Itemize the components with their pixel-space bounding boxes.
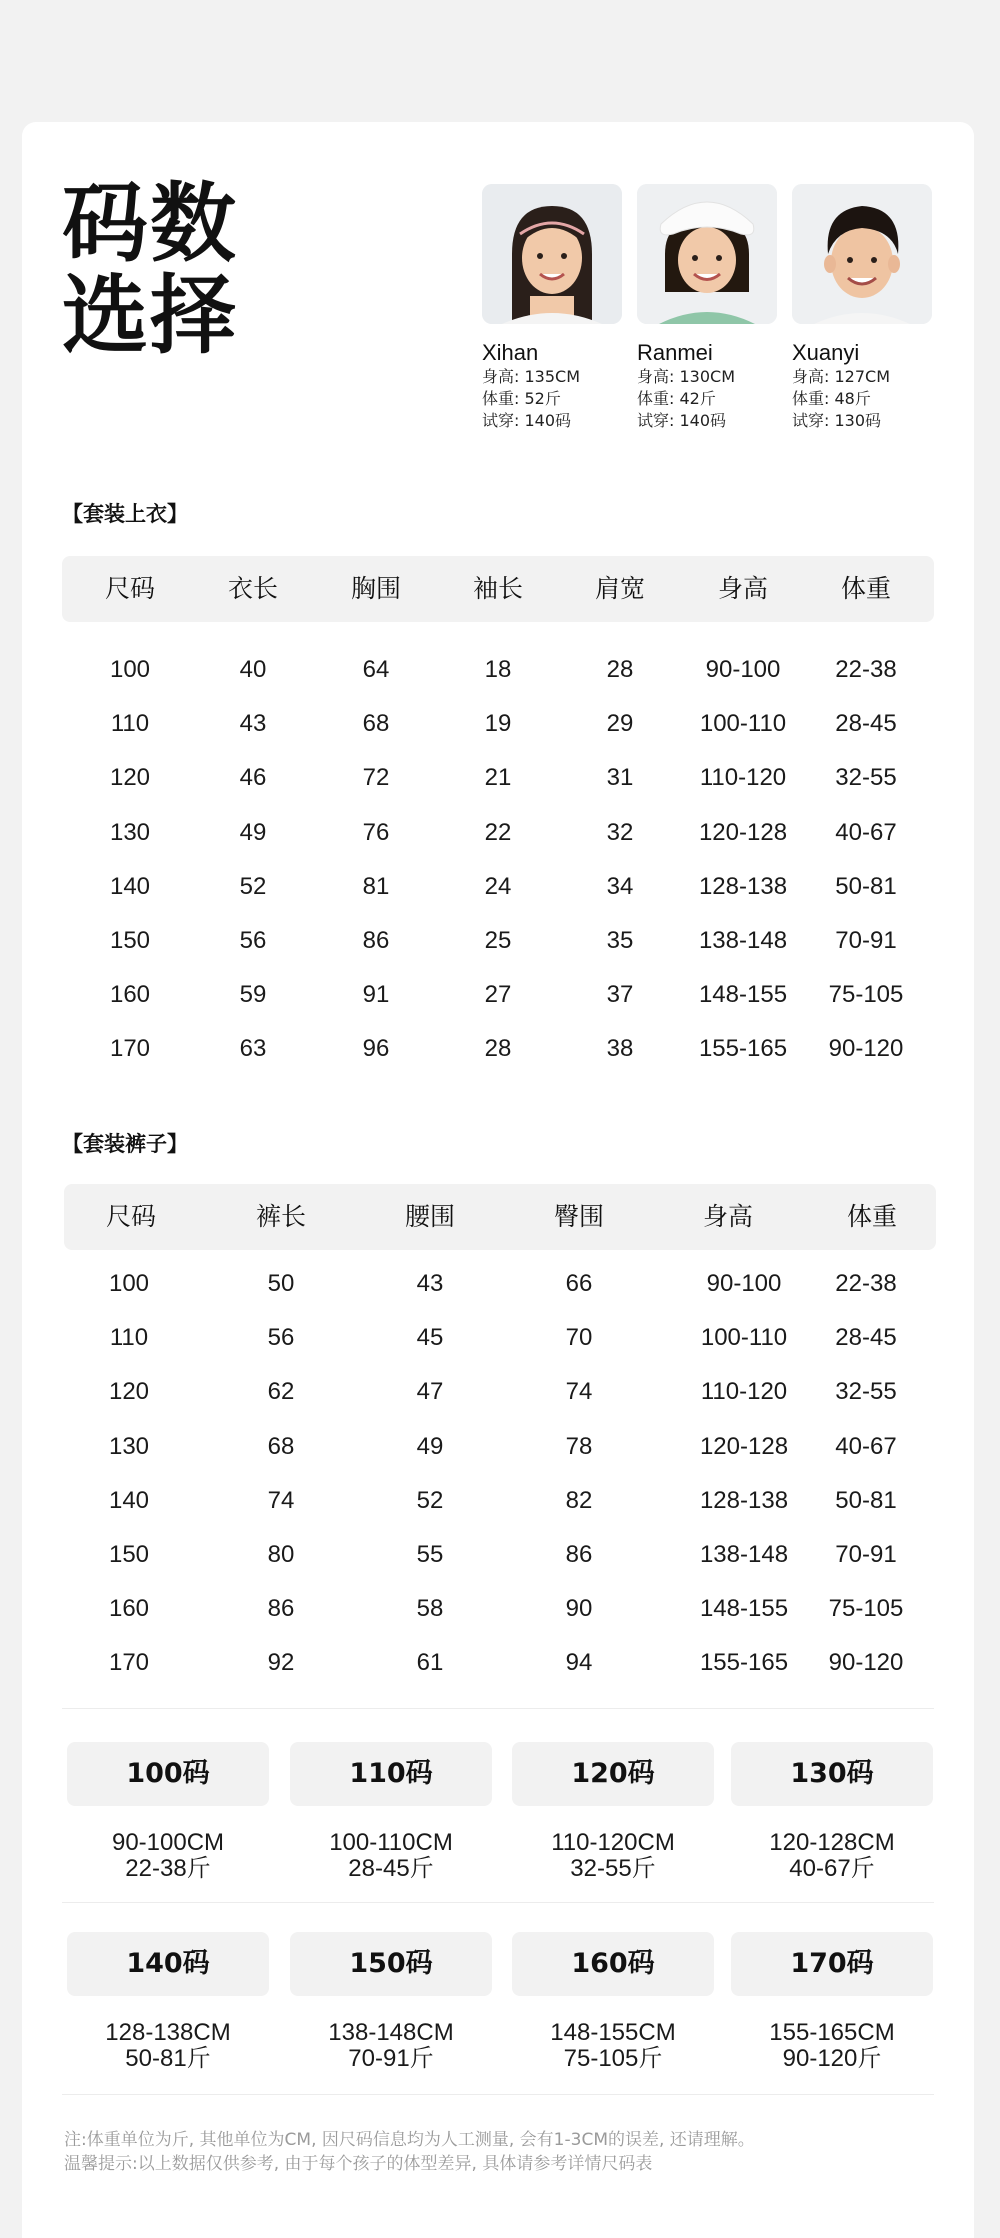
table-cell: 22 (484, 818, 512, 846)
table-cell: 43 (239, 710, 267, 738)
table-cell: 22-38 (835, 1270, 897, 1297)
size-guide-card (22, 122, 974, 2238)
table-cell: 22-38 (835, 656, 897, 683)
size-weight-range: 90-120斤 (782, 2045, 882, 2072)
table-cell: 21 (484, 764, 512, 792)
table-cell: 40 (239, 656, 267, 683)
divider (62, 1708, 934, 1709)
size-chip: 100码 (67, 1742, 269, 1806)
table-row (64, 1474, 936, 1528)
table-cell: 49 (239, 818, 267, 846)
table-cell: 35 (606, 927, 634, 954)
girl-portrait-icon (482, 184, 622, 324)
table-cell: 90-120 (828, 1035, 904, 1063)
table-cell: 28-45 (835, 1324, 897, 1352)
table-cell: 155-165 (698, 1035, 788, 1063)
table-cell: 150 (108, 1541, 150, 1568)
model-card-ranmei (637, 184, 779, 432)
pants-table-label: 【套装裤子】 (62, 1132, 188, 1156)
table-cell: 86 (362, 927, 390, 954)
table-cell: 148-155 (699, 1595, 789, 1623)
table-cell: 100 (108, 1270, 150, 1297)
table-cell: 55 (416, 1541, 444, 1568)
top-table-label: 【套装上衣】 (62, 502, 188, 526)
table-cell: 110-120 (700, 1378, 788, 1406)
table-cell: 52 (416, 1486, 444, 1514)
table-row (64, 1528, 936, 1582)
table-cell: 75-105 (828, 1595, 904, 1623)
model-card-xihan (482, 184, 624, 432)
size-chip: 160码 (512, 1932, 714, 1996)
size-height-range: 128-138CM (105, 2019, 231, 2046)
header-waist: 腰围 (404, 1202, 456, 1231)
size-height-range: 120-128CM (769, 1829, 895, 1856)
table-cell: 150 (109, 927, 151, 954)
table-cell: 130 (109, 818, 151, 846)
page-title (62, 174, 238, 366)
size-weight-range: 22-38斤 (125, 1855, 211, 1882)
table-cell: 28 (606, 656, 634, 683)
table-cell: 138-148 (699, 1541, 789, 1568)
table-cell: 49 (416, 1432, 444, 1460)
size-chip: 140码 (67, 1932, 269, 1996)
table-cell: 63 (239, 1035, 267, 1063)
model-height: 身高: 130CM (637, 367, 735, 386)
table-cell: 19 (484, 710, 512, 738)
table-cell: 120-128 (698, 818, 788, 846)
divider (62, 1902, 934, 1903)
table-cell: 50 (267, 1270, 295, 1297)
table-cell: 90 (565, 1595, 593, 1623)
model-photo (792, 184, 932, 324)
model-tried-size: 试穿: 140码 (482, 411, 572, 430)
table-cell: 86 (565, 1541, 593, 1568)
table-cell: 40-67 (835, 1432, 897, 1460)
table-cell: 68 (362, 710, 390, 738)
size-card (290, 1932, 492, 2072)
table-cell: 25 (484, 927, 512, 954)
model-name: Xuanyi (792, 340, 860, 365)
table-cell: 32-55 (835, 1378, 897, 1406)
size-chip: 130码 (731, 1742, 933, 1806)
table-row (62, 860, 934, 914)
table-cell: 86 (267, 1595, 295, 1623)
size-chip: 170码 (731, 1932, 933, 1996)
table-cell: 100-110 (700, 1324, 788, 1352)
size-height-range: 90-100CM (111, 1829, 225, 1856)
table-cell: 72 (362, 764, 390, 792)
table-cell: 56 (267, 1324, 295, 1352)
table-cell: 47 (416, 1378, 444, 1406)
table-cell: 37 (606, 981, 634, 1009)
table-cell: 80 (267, 1541, 295, 1568)
header-weight: 体重 (840, 574, 892, 603)
table-cell: 28 (484, 1035, 512, 1063)
header-size: 尺码 (105, 1202, 157, 1231)
table-row (64, 1311, 936, 1365)
table-cell: 64 (362, 656, 390, 683)
table-cell: 128-138 (699, 1486, 789, 1514)
table-cell: 160 (108, 1595, 150, 1623)
table-cell: 91 (362, 981, 390, 1009)
size-card (731, 1932, 933, 2072)
model-weight: 体重: 52斤 (482, 389, 561, 408)
table-cell: 50-81 (835, 872, 897, 900)
model-name: Ranmei (637, 340, 713, 365)
table-cell: 50-81 (835, 1486, 897, 1514)
table-cell: 75-105 (828, 981, 904, 1009)
table-row (64, 1257, 936, 1311)
pants-table-header (64, 1184, 936, 1250)
table-cell: 90-100 (706, 1270, 782, 1297)
table-cell: 92 (267, 1649, 295, 1677)
table-cell: 170 (108, 1649, 150, 1677)
table-cell: 78 (565, 1432, 593, 1460)
table-cell: 160 (109, 981, 151, 1009)
page-title-line1: 码数 (62, 174, 238, 274)
size-weight-range: 75-105斤 (563, 2045, 663, 2072)
size-weight-range: 70-91斤 (348, 2045, 434, 2072)
table-cell: 138-148 (698, 927, 788, 954)
model-weight: 体重: 48斤 (792, 389, 871, 408)
table-row (62, 697, 934, 751)
header-size: 尺码 (104, 574, 156, 603)
model-photo (637, 184, 777, 324)
size-card (512, 1932, 714, 2072)
table-cell: 130 (108, 1432, 150, 1460)
table-row (62, 968, 934, 1022)
header-weight: 体重 (846, 1202, 898, 1231)
size-chip: 150码 (290, 1932, 492, 1996)
table-cell: 70-91 (835, 927, 897, 954)
table-cell: 140 (108, 1486, 150, 1514)
table-cell: 34 (606, 872, 634, 900)
header-length: 衣长 (227, 574, 279, 603)
table-row (64, 1582, 936, 1636)
header-pants-length: 裤长 (255, 1202, 307, 1231)
note-units: 注:体重单位为斤, 其他单位为CM, 因尺码信息均为人工测量, 会有1-3CM的误差, 还请理解。 (64, 2130, 755, 2150)
table-cell: 70 (565, 1324, 593, 1352)
table-cell: 170 (109, 1035, 151, 1063)
girl-with-hat-portrait-icon (637, 184, 777, 324)
table-cell: 31 (606, 764, 634, 792)
table-row (62, 806, 934, 860)
size-card (731, 1742, 933, 1882)
size-height-range: 138-148CM (328, 2019, 454, 2046)
table-cell: 62 (267, 1378, 295, 1406)
table-cell: 128-138 (698, 872, 788, 900)
size-height-range: 155-165CM (769, 2019, 895, 2046)
table-cell: 32 (606, 818, 634, 846)
header-height: 身高 (702, 1202, 754, 1231)
table-cell: 32-55 (835, 764, 897, 792)
table-cell: 90-100 (705, 656, 781, 683)
table-cell: 68 (267, 1432, 295, 1460)
model-height: 身高: 127CM (792, 367, 890, 386)
table-cell: 29 (606, 710, 634, 738)
table-cell: 24 (484, 872, 512, 900)
size-weight-range: 32-55斤 (570, 1855, 656, 1882)
table-row (62, 1022, 934, 1076)
table-cell: 100 (109, 656, 151, 683)
model-photo (482, 184, 622, 324)
table-cell: 74 (565, 1378, 593, 1406)
model-card-xuanyi (792, 184, 934, 432)
table-cell: 100-110 (699, 710, 787, 738)
table-cell: 28-45 (835, 710, 897, 738)
table-cell: 76 (362, 818, 390, 846)
table-row (64, 1636, 936, 1690)
size-weight-range: 28-45斤 (348, 1855, 434, 1882)
size-chip: 110码 (290, 1742, 492, 1806)
table-cell: 18 (484, 656, 512, 683)
header-chest: 胸围 (350, 574, 402, 603)
table-cell: 66 (565, 1270, 593, 1297)
table-cell: 90-120 (828, 1649, 904, 1677)
size-height-range: 110-120CM (551, 1829, 675, 1856)
table-cell: 110-120 (699, 764, 787, 792)
table-cell: 140 (109, 872, 151, 900)
table-cell: 74 (267, 1486, 295, 1514)
table-cell: 46 (239, 764, 267, 792)
divider (62, 2094, 934, 2095)
table-cell: 94 (565, 1649, 593, 1677)
model-tried-size: 试穿: 140码 (637, 411, 727, 430)
model-name: Xihan (482, 340, 539, 365)
table-cell: 52 (239, 872, 267, 900)
note-tip: 温馨提示:以上数据仅供参考, 由于每个孩子的体型差异, 具体请参考详情尺码表 (64, 2154, 653, 2174)
boy-portrait-icon (792, 184, 932, 324)
table-cell: 96 (362, 1035, 390, 1063)
table-cell: 110 (109, 1324, 149, 1352)
table-cell: 110 (110, 710, 150, 738)
table-cell: 61 (416, 1649, 444, 1677)
header-sleeve: 袖长 (472, 574, 524, 603)
table-cell: 120 (109, 764, 151, 792)
size-card (290, 1742, 492, 1882)
size-card (67, 1742, 269, 1882)
table-cell: 70-91 (835, 1541, 897, 1568)
size-card (67, 1932, 269, 2072)
table-row (64, 1365, 936, 1419)
table-row (62, 643, 934, 697)
size-weight-range: 50-81斤 (125, 2045, 211, 2072)
table-cell: 81 (362, 872, 390, 900)
table-row (62, 914, 934, 968)
top-table-header (62, 556, 934, 622)
table-cell: 27 (484, 981, 512, 1009)
size-weight-range: 40-67斤 (789, 1855, 875, 1882)
table-cell: 43 (416, 1270, 444, 1297)
table-cell: 82 (565, 1486, 593, 1514)
model-weight: 体重: 42斤 (637, 389, 716, 408)
table-cell: 120-128 (699, 1432, 789, 1460)
table-cell: 45 (416, 1324, 444, 1352)
size-height-range: 100-110CM (329, 1829, 453, 1856)
page-title-line2: 选择 (62, 266, 238, 366)
table-cell: 58 (416, 1595, 444, 1623)
model-height: 身高: 135CM (482, 367, 580, 386)
size-card (512, 1742, 714, 1882)
header-hip: 臀围 (553, 1202, 605, 1231)
table-cell: 38 (606, 1035, 634, 1063)
size-height-range: 148-155CM (550, 2019, 676, 2046)
table-cell: 56 (239, 927, 267, 954)
table-cell: 59 (239, 981, 267, 1009)
table-cell: 148-155 (698, 981, 788, 1009)
table-row (62, 751, 934, 805)
model-tried-size: 试穿: 130码 (792, 411, 882, 430)
table-cell: 155-165 (699, 1649, 789, 1677)
header-shoulder: 肩宽 (594, 574, 646, 603)
size-chip: 120码 (512, 1742, 714, 1806)
header-height: 身高 (717, 574, 769, 603)
table-cell: 120 (108, 1378, 150, 1406)
table-cell: 40-67 (835, 818, 897, 846)
table-row (64, 1420, 936, 1474)
